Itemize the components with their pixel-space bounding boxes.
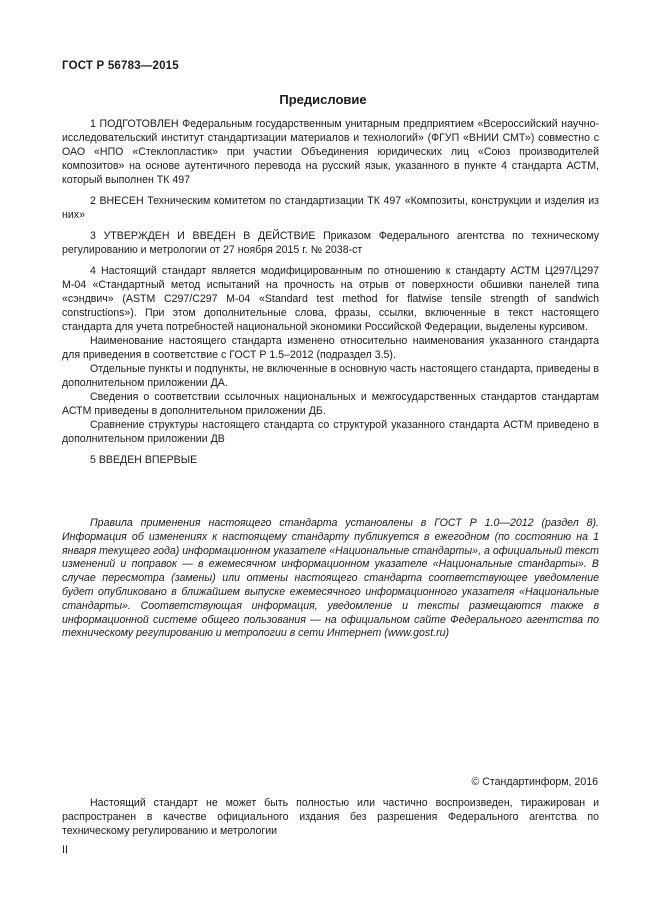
- paragraph-3: 3 УТВЕРЖДЕН И ВВЕДЕН В ДЕЙСТВИЕ Приказом Федерального агентства по техническому регулированию и метрологии от 27 ноября 2015 г. № 2038-ст: [62, 230, 599, 256]
- page-title: Предисловие: [279, 92, 367, 107]
- foreword-body: [62, 117, 599, 467]
- document-code: ГОСТ Р 56783—2015: [62, 60, 179, 72]
- copyright: © Стандартинформ, 2016: [471, 776, 598, 788]
- notice-text: Настоящий стандарт не может быть полностью или частично воспроизведен, тиражирован и распространен в качестве официального издания без разрешения Федерального агентства по техническому регулированию и метрологии: [62, 797, 599, 837]
- reproduction-notice: [62, 797, 599, 838]
- application-rules: [62, 517, 599, 641]
- paragraph-1: 1 ПОДГОТОВЛЕН Федеральным государственным унитарным предприятием «Всероссийский научно-исследовательский институт стандартизации материалов и технологий» (ФГУП «ВНИИ СМТ») совместно с ОАО «НПО «Стеклопластик» при участии Объединения юридических лиц «Союз производителей композитов» на основе аутентичного перевода на русский язык, указанного в пункте 4 стандарта АСТМ, который выполнен ТК 497: [62, 118, 599, 186]
- paragraph-2: 2 ВНЕСЕН Техническим комитетом по стандартизации ТК 497 «Композиты, конструкции и изделия из них»: [62, 195, 599, 221]
- paragraph-4-name: Наименование настоящего стандарта изменено относительно наименования указанного стандарта для приведения в соответствие с ГОСТ Р 1.5–2012 (подраздел 3.5).: [62, 335, 599, 361]
- paragraph-4-appendix-db: Сведения о соответствии ссылочных национальных и межгосударственных стандартов стандартам АСТМ приведены в дополнительном приложении ДБ.: [62, 391, 599, 417]
- page-number: II: [62, 844, 68, 856]
- paragraph-4-appendix-da: Отдельные пункты и подпункты, не включенные в основную часть настоящего стандарта, приведены в дополнительном приложении ДА.: [62, 363, 599, 389]
- paragraph-5: 5 ВВЕДЕН ВПЕРВЫЕ: [90, 454, 198, 466]
- paragraph-4-appendix-dv: Сравнение структуры настоящего стандарта со структурой указанного стандарта АСТМ приведено в дополнительном приложении ДВ: [62, 419, 599, 445]
- rules-text: Правила применения настоящего стандарта установлены в ГОСТ Р 1.0—2012 (раздел 8). Информация об изменениях к настоящему стандарту публикуется в ежегодном (по состоянию на 1 января текущего года) информационном указателе «Национальные стандарты», а официальный текст изменений и поправок — в ежемесячном информационном указателе «Национальные стандарты». В случае пересмотра (замены) или отмены настоящего стандарта соответствующее уведомление будет опубликовано в ближайшем выпуске ежемесячного информационного указателя «Национальные стандарты». Соответствующая информация, уведомление и тексты размещаются также в информационной системе общего пользования — на официальном сайте Федерального агентства по техническому регулированию и метрологии в сети Интернет (www.gost.ru): [62, 517, 599, 640]
- paragraph-4: 4 Настоящий стандарт является модифицированным по отношению к стандарту АСТМ Ц297/Ц297 М-04 «Стандартный метод испытаний на прочность на отрыв от поверхности обшивки панелей типа «сэндвич» (ASTM C297/C297 M-04 «Standard test method for flatwise tensile strength of sandwich constructions»). При этом дополнительные слова, фразы, ссылки, включенные в текст настоящего стандарта для учета потребностей национальной экономики Российской Федерации, выделены курсивом.: [62, 265, 599, 333]
